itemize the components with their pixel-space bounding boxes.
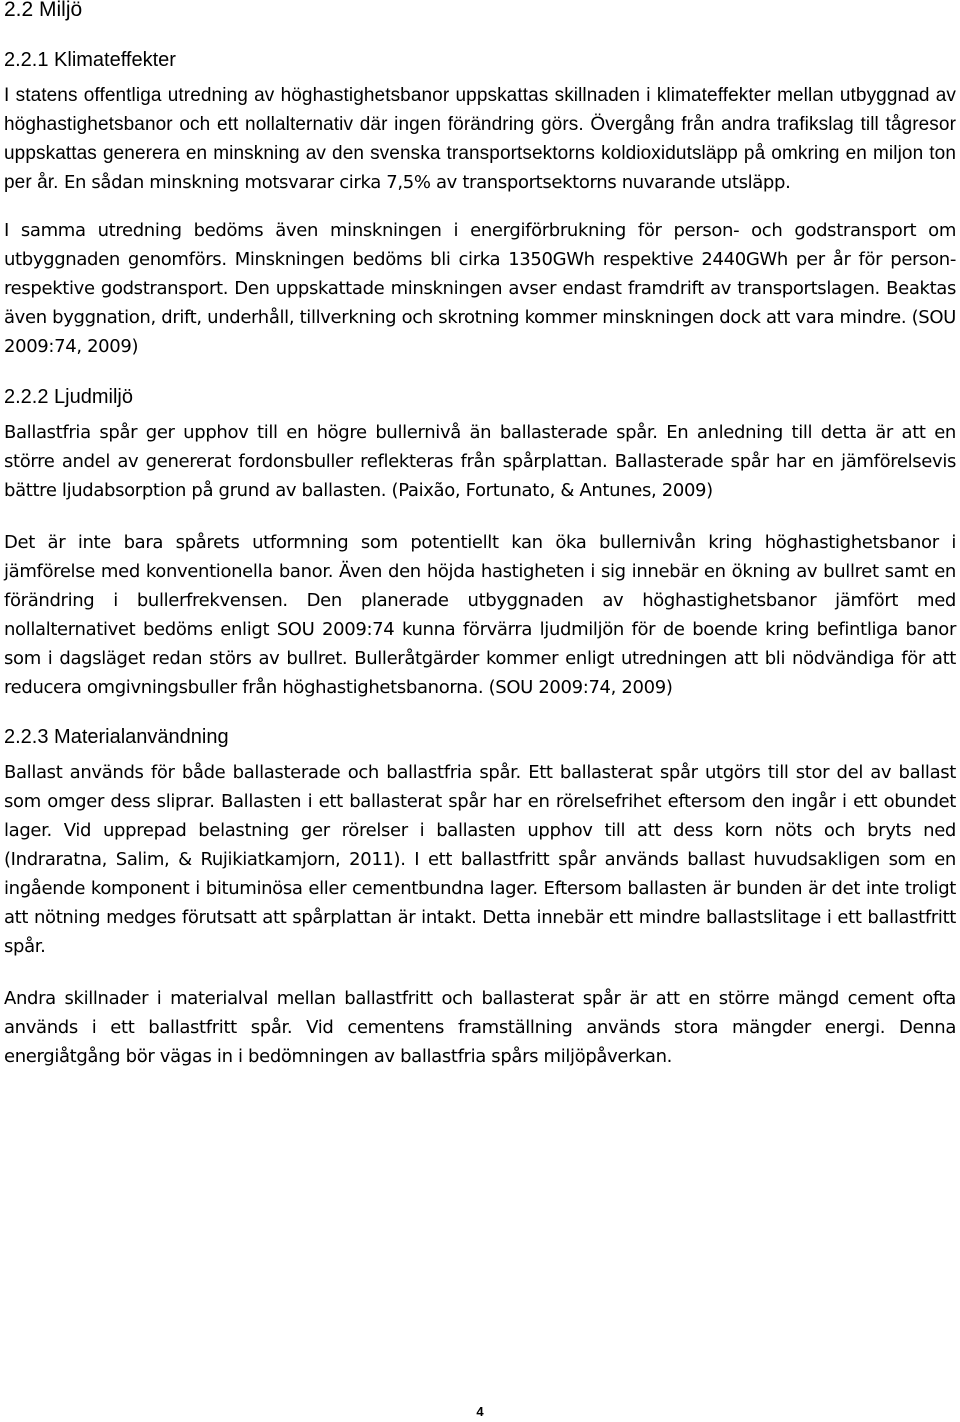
document-page: [4, 0, 956, 1071]
klimat-paragraph-1: [4, 81, 956, 197]
ljud-paragraph-1: Ballastfria spår ger upphov till en högre bullernivå än ballasterade spår. En anledning till detta är att en större andel av genererat fordonsbuller reflekteras från spårplattan. Ballasterade spår har en jämförelsevis bättre ljudabsorption på grund av ballasten. (Paixão, Fortunato, & Antunes, 2009): [4, 422, 956, 501]
material-paragraph-2: Andra skillnader i materialval mellan ballastfritt och ballasterat spår är att en större mängd cement ofta används i ett ballastfritt spår. Vid cementens framställning används stora mängder energi. Denna energiåtgång bör vägas in i bedömningen av ballastfria spårs miljöpåverkan.: [4, 988, 956, 1067]
section-heading: 2.2 Miljö: [4, 0, 83, 21]
ljud-paragraph-2: Det är inte bara spårets utformning som potentiellt kan öka bullernivån kring höghastighetsbanor i jämförelse med konventionella banor. Även den höjda hastigheten i sig innebär en ökning av bullret samt en förändring i bullerfrekvensen. Den planerade utbyggnaden av höghastighetsbanor jämfört med nollalternativet bedöms enligt SOU 2009:74 kunna förvärra ljudmiljön för de boende kring befintliga banor som i dagsläget redan störs av bullret. Bulleråtgärder kommer enligt utredningen att bli nödvändiga för att reducera omgivningsbuller från höghastighetsbanorna. (SOU 2009:74, 2009): [4, 532, 956, 698]
page-number: 4: [476, 1404, 484, 1419]
ljudmiljo-heading: 2.2.2 Ljudmiljö: [4, 386, 133, 408]
klimat-paragraph-1-tail: En sådan minskning motsvarar cirka 7,5% av transportsektorns nuvarande utsläpp.: [58, 172, 791, 193]
klimat-paragraph-1-main: I statens offentliga utredning av höghastighetsbanor uppskattas skillnaden i klimateffekter mellan utbyggnad av höghastighetsbanor och ett nollalternativ där ingen förändring görs. Övergång från andra trafikslag till tågresor uppskattas generera en minskning av den svenska transportsektorns koldioxidutsläpp på omkring en miljon ton per år.: [4, 85, 956, 193]
klimat-paragraph-2: I samma utredning bedöms även minskningen i energiförbrukning för person- och godstransport om utbyggnaden genomförs. Minskningen bedöms bli cirka 1350GWh respektive 2440GWh per år för person- respektive godstransport. Den uppskattade minskningen avser endast framdrift av transportslagen. Beaktas även byggnation, drift, underhåll, tillverkning och skrotning kommer minskningen dock att vara mindre. (SOU 2009:74, 2009): [4, 220, 956, 357]
material-paragraph-1: Ballast används för både ballasterade och ballastfria spår. Ett ballasterat spår utgörs till stor del av ballast som omger dess sliprar. Ballasten i ett ballasterat spår har en rörelsefrihet eftersom den ingår i ett obundet lager. Vid upprepad belastning ger rörelser i ballasten upphov till att dess korn nöts och bryts ned (Indraratna, Salim, & Rujikiatkamjorn, 2011). I ett ballastfritt spår används ballast huvudsakligen som en ingående komponent i bituminösa eller cementbundna lager. Eftersom ballasten är bunden är det inte troligt att nötning medges förutsatt att spårplattan är intakt. Detta innebär ett mindre ballastslitage i ett ballastfritt spår.: [4, 762, 956, 957]
klimateffekter-heading: 2.2.1 Klimateffekter: [4, 49, 176, 71]
materialanvandning-heading: 2.2.3 Materialanvändning: [4, 726, 229, 748]
